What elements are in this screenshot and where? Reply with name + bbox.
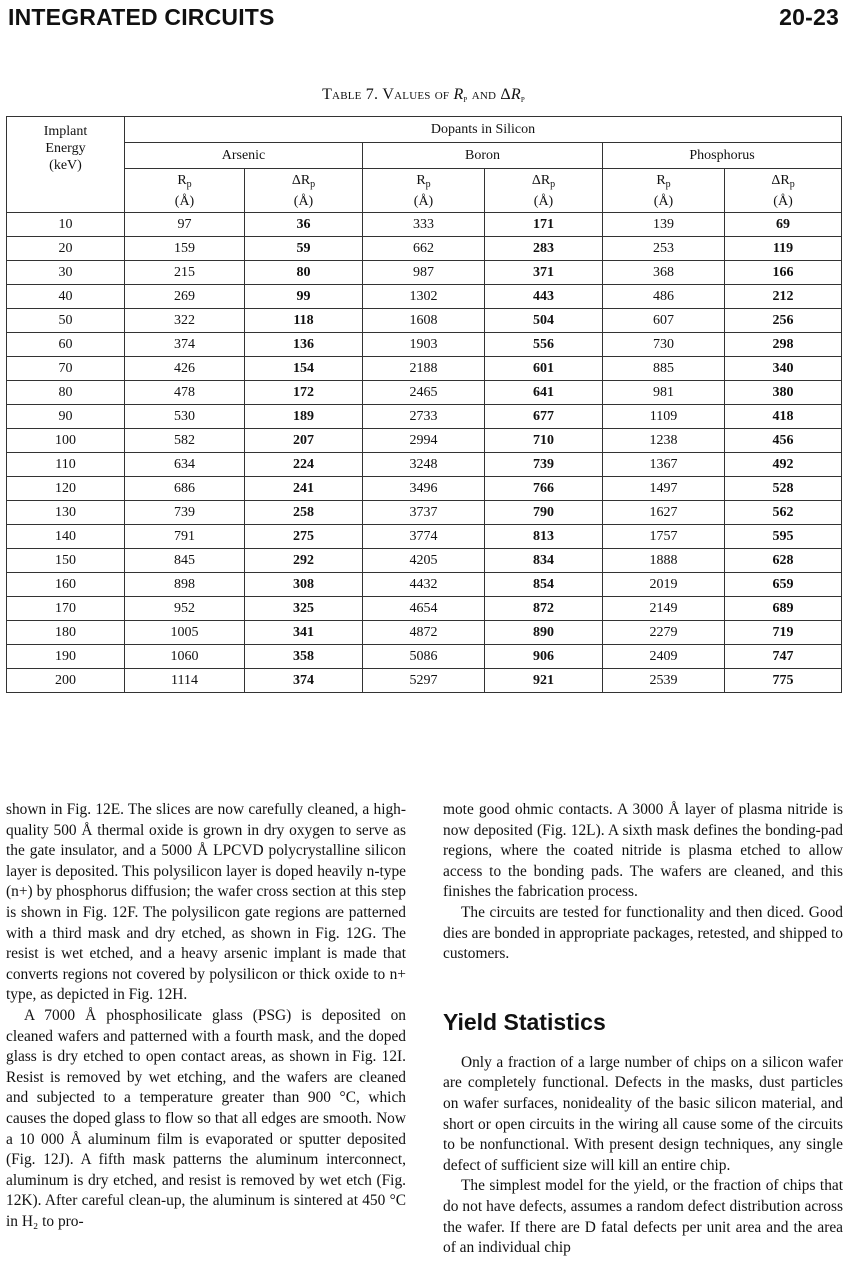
table-cell: 1114 [125,669,245,693]
table-cell: 159 [125,237,245,261]
table-cell: 766 [485,477,603,501]
table-cell: 1903 [363,333,485,357]
table-cell: 241 [245,477,363,501]
table-cell: 813 [485,525,603,549]
table-cell: 119 [725,237,842,261]
table-row [7,477,842,501]
right-column [443,800,843,1259]
table-cell: 136 [245,333,363,357]
table-cell: 99 [245,285,363,309]
table-cell: 1238 [603,429,725,453]
table-cell: 952 [125,597,245,621]
table-cell: 224 [245,453,363,477]
paragraph: The simplest model for the yield, or the fraction of chips that do not have defects, assumes a random defect distribution across the wafer. If there are D fatal defects per unit area and the area of an individual chip [443,1177,843,1257]
table-row [7,573,842,597]
table-cell: 710 [485,429,603,453]
col-header-delta-rp [725,169,842,213]
table-cell: 50 [7,309,125,333]
table-row [7,669,842,693]
table-cell: 200 [7,669,125,693]
table-cell: 368 [603,261,725,285]
dopant-header-boron: Boron [363,143,603,169]
table-cell: 1757 [603,525,725,549]
table-cell: 283 [485,237,603,261]
table-cell: 2188 [363,357,485,381]
table-cell: 90 [7,405,125,429]
col-header-rp [603,169,725,213]
table-cell: 5086 [363,645,485,669]
table-cell: 686 [125,477,245,501]
col-header-unit: (Å) [413,193,434,209]
table-cell: 890 [485,621,603,645]
paragraph: The circuits are tested for functionality and then diced. Good dies are bonded in appropriate packages, retested, and shipped to customers. [443,903,843,963]
table-cell: 486 [603,285,725,309]
paragraph: A 7000 Å phosphosilicate glass (PSG) is deposited on cleaned wafers and patterned with a fourth mask, and the doped glass is dry etched to open contact areas, as shown in Fig. 12I. Resist is removed by wet etching, and the wafers are cleaned and subjected to a temperature greater than 900 °C, which causes the doped glass to flow so that all edges are smooth. Now a 10 000 Å aluminum film is evaporated or sputter deposited (Fig. 12J). A fifth mask patterns the aluminum interconnect, aluminum is dry etched, and resist is removed by wet etch (Fig. 12K). After careful clean-up, the aluminum is sintered at 450 °C in H₂ to pro- [6,1006,406,1230]
table-cell: 170 [7,597,125,621]
table-cell: 130 [7,501,125,525]
table-row [7,237,842,261]
table-cell: 1302 [363,285,485,309]
table-cell: 562 [725,501,842,525]
col-header-delta-rp [485,169,603,213]
table-cell: 478 [125,381,245,405]
running-header [8,4,839,32]
table-cell: 20 [7,237,125,261]
table-cell: 607 [603,309,725,333]
table-cell: 340 [725,357,842,381]
table-row [7,597,842,621]
row-header-line: (keV) [49,158,82,173]
group-header: Dopants in Silicon [125,117,842,143]
table-cell: 256 [725,309,842,333]
table-cell: 3774 [363,525,485,549]
col-header-label: $R_p$ [177,172,192,190]
row-header-line: Implant [43,124,88,139]
table-cell: 634 [125,453,245,477]
col-header-label: $\Delta R_p$ [531,172,556,190]
table-cell: 150 [7,549,125,573]
table-cell: 258 [245,501,363,525]
table-cell: 171 [485,213,603,237]
table-cell: 885 [603,357,725,381]
table-cell: 662 [363,237,485,261]
col-header-rp [363,169,485,213]
table-cell: 834 [485,549,603,573]
page-number: 20-23 [779,4,839,30]
table-cell: 166 [725,261,842,285]
table-cell: 677 [485,405,603,429]
col-header-label: $\Delta R_p$ [291,172,316,190]
table-cell: 120 [7,477,125,501]
table-row [7,309,842,333]
table-cell: 4432 [363,573,485,597]
table-cell: 981 [603,381,725,405]
table-cell: 872 [485,597,603,621]
table-cell: 333 [363,213,485,237]
table-cell: 1060 [125,645,245,669]
table-cell: 172 [245,381,363,405]
col-header-unit: (Å) [773,193,793,209]
table-cell: 298 [725,333,842,357]
table-row [7,381,842,405]
table-row [7,501,842,525]
table-row [7,213,842,237]
table-cell: 4872 [363,621,485,645]
table-row [7,645,842,669]
table-cell: 3496 [363,477,485,501]
table-row [7,405,842,429]
table-cell: 253 [603,237,725,261]
col-header-label: $R_p$ [656,172,671,190]
table-row [7,285,842,309]
table-cell: 212 [725,285,842,309]
table-row [7,261,842,285]
table-cell: 118 [245,309,363,333]
table-cell: 528 [725,477,842,501]
table-cell: 1005 [125,621,245,645]
table-cell: 791 [125,525,245,549]
table-cell: 556 [485,333,603,357]
table-cell: 100 [7,429,125,453]
table-cell: 80 [7,381,125,405]
table-cell: 790 [485,501,603,525]
section-heading: Yield Statistics [443,1008,606,1035]
table-cell: 374 [245,669,363,693]
table-cell: 1497 [603,477,725,501]
table-cell: 341 [245,621,363,645]
table-cell: 854 [485,573,603,597]
table-cell: 207 [245,429,363,453]
col-header-unit: (Å) [293,193,314,209]
table-cell: 380 [725,381,842,405]
table-cell: 2733 [363,405,485,429]
table-cell: 906 [485,645,603,669]
table-cell: 5297 [363,669,485,693]
table-cell: 739 [485,453,603,477]
table-cell: 2019 [603,573,725,597]
col-header-unit: (Å) [653,193,674,209]
table-cell: 215 [125,261,245,285]
table-cell: 80 [245,261,363,285]
col-header-delta-rp [245,169,363,213]
table-caption-text: Values of $R_p$ and $\Delta R_p$ [382,86,525,105]
table-cell: 987 [363,261,485,285]
table-cell: 719 [725,621,842,645]
table-row [7,429,842,453]
col-header-label: $R_p$ [416,172,431,190]
col-header-rp [125,169,245,213]
table-row [7,525,842,549]
table-cell: 325 [245,597,363,621]
table-row [7,549,842,573]
table-cell: 1608 [363,309,485,333]
table-cell: 371 [485,261,603,285]
table-cell: 10 [7,213,125,237]
table-cell: 59 [245,237,363,261]
dopant-header-phosphorus: Phosphorus [603,143,842,169]
table-cell: 689 [725,597,842,621]
table-row [7,621,842,645]
paragraph: Only a fraction of a large number of chips on a silicon wafer are completely functional. Defects in the masks, dust particles on wafer surfaces, nonideality of the basic silicon material, and short or open circuits in the wiring all cause some of the circuits to be nonfunctional. With present design techniques, any single defect of sufficient size will kill an entire chip. [443,1053,843,1174]
table-row [7,357,842,381]
table-cell: 4654 [363,597,485,621]
table-cell: 845 [125,549,245,573]
dopant-header-arsenic: Arsenic [125,143,363,169]
table-cell: 180 [7,621,125,645]
table-cell: 70 [7,357,125,381]
table-cell: 4205 [363,549,485,573]
table-cell: 2994 [363,429,485,453]
table-cell: 160 [7,573,125,597]
table-cell: 1109 [603,405,725,429]
table-cell: 582 [125,429,245,453]
table-cell: 30 [7,261,125,285]
table-cell: 530 [125,405,245,429]
table-cell: 730 [603,333,725,357]
table-caption-label: Table 7. [322,86,379,103]
table-cell: 3248 [363,453,485,477]
table-cell: 659 [725,573,842,597]
table-cell: 456 [725,429,842,453]
table-cell: 747 [725,645,842,669]
table-cell: 190 [7,645,125,669]
table-cell: 322 [125,309,245,333]
running-title: INTEGRATED CIRCUITS [8,4,275,30]
table-cell: 418 [725,405,842,429]
table-cell: 40 [7,285,125,309]
table-cell: 628 [725,549,842,573]
table-cell: 2149 [603,597,725,621]
table-cell: 1627 [603,501,725,525]
table-cell: 898 [125,573,245,597]
left-column [6,800,406,1232]
table-cell: 443 [485,285,603,309]
table-cell: 269 [125,285,245,309]
table-cell: 601 [485,357,603,381]
row-header-line: Energy [45,141,86,156]
table-cell: 110 [7,453,125,477]
table-cell: 69 [725,213,842,237]
table-cell: 595 [725,525,842,549]
table-cell: 1888 [603,549,725,573]
table-row [7,453,842,477]
table-cell: 426 [125,357,245,381]
table-cell: 739 [125,501,245,525]
table-cell: 189 [245,405,363,429]
row-header-cell [7,117,125,213]
table-cell: 492 [725,453,842,477]
table-cell: 2409 [603,645,725,669]
table-cell: 36 [245,213,363,237]
table-row [7,333,842,357]
values-table [6,116,842,693]
table-cell: 292 [245,549,363,573]
paragraph: mote good ohmic contacts. A 3000 Å layer of plasma nitride is now deposited (Fig. 12L). A sixth mask defines the bonding-pad regions, where the coated nitride is plasma etched to allow access to the bonding pads. The wafers are cleaned, and this finishes the fabrication process. [443,801,843,901]
table-cell: 775 [725,669,842,693]
table-cell: 358 [245,645,363,669]
col-header-unit: (Å) [533,193,554,209]
table-cell: 97 [125,213,245,237]
table-cell: 2465 [363,381,485,405]
table-cell: 275 [245,525,363,549]
table-cell: 504 [485,309,603,333]
col-header-unit: (Å) [174,193,195,209]
table-cell: 2279 [603,621,725,645]
table-cell: 1367 [603,453,725,477]
table-cell: 641 [485,381,603,405]
table-cell: 154 [245,357,363,381]
table-caption [0,86,847,105]
table-cell: 2539 [603,669,725,693]
table-cell: 374 [125,333,245,357]
table-cell: 140 [7,525,125,549]
table-cell: 308 [245,573,363,597]
table-cell: 3737 [363,501,485,525]
table-cell: 921 [485,669,603,693]
col-header-label: $\Delta R_p$ [771,172,795,190]
table-cell: 60 [7,333,125,357]
table-cell: 139 [603,213,725,237]
paragraph: shown in Fig. 12E. The slices are now carefully cleaned, a high-quality 500 Å thermal oxide is grown in dry oxygen to serve as the gate insulator, and a 5000 Å LPCVD polycrystalline silicon layer is deposited. This polysilicon layer is doped heavily n-type (n+) by phosphorus diffusion; the wafer cross section at this step is shown in Fig. 12F. The polysilicon gate regions are patterned with a third mask and dry etched, as shown in Fig. 12G. The resist is wet etched, and a heavy arsenic implant is made that converts regions not covered by polysilicon or thick oxide to n+ type, as depicted in Fig. 12H. [6,801,406,1004]
